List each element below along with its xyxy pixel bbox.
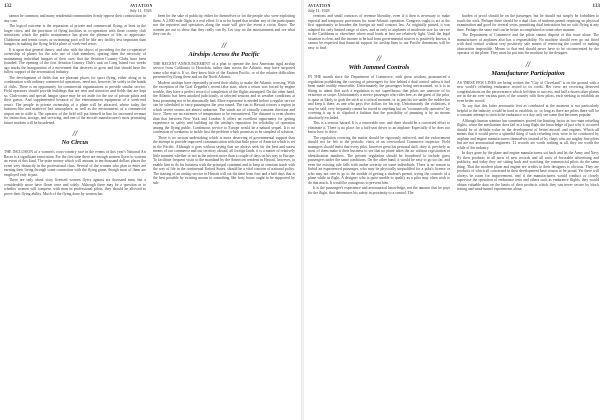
right-magazine-name: AVIATION	[308, 3, 331, 8]
body-paragraph: There is no serious undertaking which is more deserving of governmental support than the attempt to provide improved communication with that little piece of America which is set in the Pacific. Although it goes without saying that we always seek for the best and surest means of our commerce and our territory abroad, all foreign lands, it is a matter of relatively little moment whether or not in the interest more than a couple of days on his way to Europe. To facilitate frequent visits to the mainland by the American resident in Hawaii, however, to enable him to do his business with the principal continent and to keep in constant touch with the way of life in the continental United States, should be a vital concern of national policy. The starting of an airship service to Hawaii will cut the time from four and a half days that is the best possible by existing means to something like forty hours ought to be supported by sub-	[153, 135, 295, 185]
left-column-1	[4, 14, 146, 416]
body-paragraph: In days gone by the plane and engine manufacturers sat back and let the Army and Navy fly their products in all sorts of new records and all sorts of favorable advertising and publicity, and today they are sitting back and watching the commercial pilots do the same thing. That the modern plane and engine are credits to their designers is obvious. They are products of which all concerned in their development have reason to be proud. Yet there will always be room for improvement, and if the manufacturers would conduct or closely supervise the operation of endurance tests and others such as endurance flights, they would obtain valuable data on the limits of their products which they can never secure by block testing and wind-tunnel experiments alone.	[457, 151, 599, 191]
section-ornament: //	[221, 40, 227, 50]
body-paragraph: There are only about sixty licensed women flyers against six thousand men, but a considerably more have flown once and solely. Although there may be a question as to whether women will compete, with men in professional pilots, they should be allowed to prove their flying ability. Much of the flying done by women has	[4, 178, 146, 196]
body-paragraph: cannot be common, and many residential communities firmly oppose their construction in any case.	[4, 14, 146, 23]
body-paragraph: AS THESE FEW LINES are being written the "City of Cleveland" is on the ground with a new world's refueling endurance record to its credit. Her crew are receiving deserved congratulations on the perseverance which led them to success, and half a dozen other planes are in the air over various parts of the country with their pilots, each seeking to establish an even better record.	[457, 80, 599, 103]
body-paragraph: The logical outcome is the separation of private and commercial flying, at least in the larger cities, and the provision of flying facilities in co-operation with those country club attractions which the public maintenance has given the pleasure of life, to appreciate. Clubhouse and tennis courts or swimming pool will be like any facility less important than hangars in making the flying field a place of week-end resort.	[4, 24, 146, 46]
editorial-heading: With Jammed Controls	[348, 64, 410, 71]
left-page	[0, 0, 301, 420]
right-column-1	[308, 14, 450, 416]
body-paragraph: To say that this latter aeronautic feat as conducted at the moment is not particularly helpful to the industry would be hard to establish, or, so long as there are pilots there will be a constant attempt to stretch the endurance to a day only see some that becomes popular.	[457, 104, 599, 117]
body-paragraph: ventions and small contracts of revenue liberality, even if it then is necessary to make especial and temporary provisions for trans-Atlantic operation. Congress ought to act at the first opportunity to broaden the foreign air mail contract law. As originally passed, it was adapted for only limited range of sizes, and as only to airplanes of moderate size for service to the Caribbean or elsewhere where mail loads at best are relatively light. Until the legal situation is clear, and the income to be had from governmental sources is positively known, it cannot be expected that financial support for airship lines to our Pacific dominions will be easy to find.	[308, 14, 450, 50]
body-paragraph: burden of proof should be on the passenger, but he should not simply be forbidden to touch the stick. Perhaps there should be a dual class of students permit requiring no physical examination and good for several years, permitting dual instruction but no solo flying at any time. Perhaps the same end can be better accomplished in some other manner.	[457, 14, 599, 32]
right-page-number: 133	[592, 4, 600, 9]
right-issue-date: July 11, 1928	[308, 8, 330, 13]
left-page-number: 132	[4, 4, 12, 9]
body-paragraph: IN THE month since the Department of Commerce, with great wisdom, pronounced a regulation prohibiting the carrying of passengers for hire behind a dual control unless it had been made readily removable. Unfortunately the passengers being unwarranted, so it is in fitting to admit that such a regulation is not superfluous; that pilots are unaware of its existence or scope. Unfortunately a novice passenger who rides free, as the guest of the pilot, is quite as likely to grab the stick at a critical moment, or to jam his toe under the rudder-bar and keep it there, as one who pays five dollars for his trip. Unfortunately the violations, it may be said, very frequently cannot be traced to anything but an "economically operative" by covering it up is so slipshod a fashion that the possibility of jamming is by no means absolutely excluded.	[308, 75, 450, 120]
left-column-2	[153, 14, 295, 416]
left-issue-date: July 11, 1928	[130, 8, 152, 13]
editorial-heading: Manufacturer Participation	[491, 69, 565, 77]
section-ornament: //	[376, 54, 382, 63]
left-running-head	[130, 3, 153, 13]
body-paragraph: The regulation covering the matter should be rigorously enforced, and the enforcement should not be left to the periodic visits of an overworked Commerce inspector. Field managers should insist that every pilot, however great his personal skill, obey it, precisely as most of them make it their business to see that no plane takes the air without registration or identification numbers. The present regulation should be broadened to include guest passengers under the same conditions. On the other hand, it would be easy to go too far, and even the existing rule falls with undue severity on some individuals. There is no reason to forbid an experienced passenger, who may be physically unqualified for a pilot's license or who may not care to go to the trouble of getting a student's permit, trying the controls of a plane while in flight. A designer who is quite unable to qualify as a pilot may often wish to do that much. It would be outrageous to prevent him.	[308, 135, 450, 185]
editorial-heading: No Circus	[61, 139, 89, 146]
body-paragraph: The Department of Commerce and the pilots cannot dispose of this issue alone. The manufacturer of airplanes also has a responsibility. No machine should ever go out fitted with dual control without very positively safe means of removing the control or making obstruction impossible. Means to that end should never have to be circumvented by the operator of the plane. They must be put into the machine by the designer.	[457, 33, 599, 55]
right-column-2	[457, 14, 599, 416]
body-paragraph: THE RECENT ANNOUNCEMENT of a plan to operate the first American rigid airship service from California to Honolulu, rather than across the Atlantic, may have surprised some who read it. If so, they know little of the Eastern Pacific, or of the relative difficulties presented by flying there and on the North Atlantic.	[153, 61, 295, 79]
body-paragraph: It is upon that general theory, and also with the object of providing for the co-operative ownership of planes for the sole use of club members, sparing them the necessity of maintaining individual hangars of their own, that the Aviation Country Clubs have been founded. The opening of the first Aviation Country Club's unit on Long Island two weeks ago marks the inauguration of a movement that deserves to grow and that should have the fullest support of the aeronautical industry.	[4, 47, 146, 74]
section-ornament: //	[525, 59, 531, 69]
right-running-head	[308, 3, 331, 13]
editorial-heading: Airships Across the Pacific	[188, 50, 260, 58]
body-paragraph: It is the passenger's experience and aeronautical knowledge, not the amount that he pays for the flight, that determines his safety in proximity to a control. The	[308, 186, 450, 195]
body-paragraph: THE INCLUSION of a women's cross-country race in the events of this year's National Air Races is a significant innovation. For the first time there are enough women flyers to warrant an event of this kind. The prize money which will amount to ten thousand dollars places the event very distinctly in the professional class. Several of the women who plan to enter are earning their living through some connection with the flying game, though most of them are employed only in part.	[4, 150, 146, 177]
body-paragraph: This is a serious hazard. It is a removable one, and there should be a concerted effort to eliminate it. There is no place for a half-seat driver to an airplane. Especially if he does not know how to drive.	[308, 121, 450, 134]
right-page	[304, 0, 604, 420]
body-paragraph: The development of fields that are pleasant places for sport flying, either along or in combination with ordinary commercial operations, need not, however, be solely in the hands of clubs. There is an opportunity for commercial organizations to provide similar service. Field operators should provide buildings that are neat and attractive and fields that are kept so. Club-rooms and special hangar space may be set aside for the use of private pilots and their guests. And supplemented because of the entertainment equipment of a week-end resort. The people in private ownership of a plane will be attracted, where today the business-like and matter-of-fact atmosphere, as well as the environment, of a commercial airport are to stifle it. The operator of the field will put himself in line for increased revenue for instruction, storage, and servicing, and one of the aircraft manufacturer's most promising future markets will be broadened.	[4, 75, 146, 125]
body-paragraph: been for the sake of publicity, either for themselves or for the people who were exploiting them. A 2,000 mile flight is a real effort. It is to be hoped that neither any of the participants nor the reporters and spectators along the route will give the event a circus flavor. The women are out to show that they really can fly. Let stay on the entertainment and see what they can do.	[153, 14, 295, 36]
left-magazine-name: AVIATION	[130, 3, 153, 8]
body-paragraph: Although human stamina has sometimes proved the limiting factor in two-man refueling flights, when the mechanism does fail in a long flight the knowledge of just why it occurred should be of definite value in the development of better aircraft and engines. Which all means that it would prove a splendid thing if such refueling tests were to be conducted by airplane and engine manufacturers themselves instead of by chaps who are mighty fine pilots but are not aeronautical engineers. 12 records are worth nothing at all, they are worth the while of the industry.	[457, 118, 599, 150]
section-ornament: //	[72, 129, 78, 138]
body-paragraph: Modern airships have repeatedly proved their ability to make the Atlantic crossing. With the exception of the Graf Zeppelin's recent false start, when a return was forced by engine trouble, they have a perfect record of completion of the flights attempted. On the other hand, the Atlantic has been attacked judiciously, at selected seasons and in weather conditions at least promising not to be abnormally bad. More experience is needed before a regular service can be scheduled to carry passengers the year round. The run to Hawaii crosses a region in which severe storms are almost unknown. The winds are of virtually constant direction and force. There are no extremes of temperature to be encountered. The distance is even shorter than that between New York and London. It offers an excellent opportunity for getting experience in safety and building up the airship's reputation for reliability of operation among the flying public. Continuous service to Europe would be a natural sequel. It is no confession of weakness to tackle first the problem which promises to be simplest of solution.	[153, 80, 295, 134]
